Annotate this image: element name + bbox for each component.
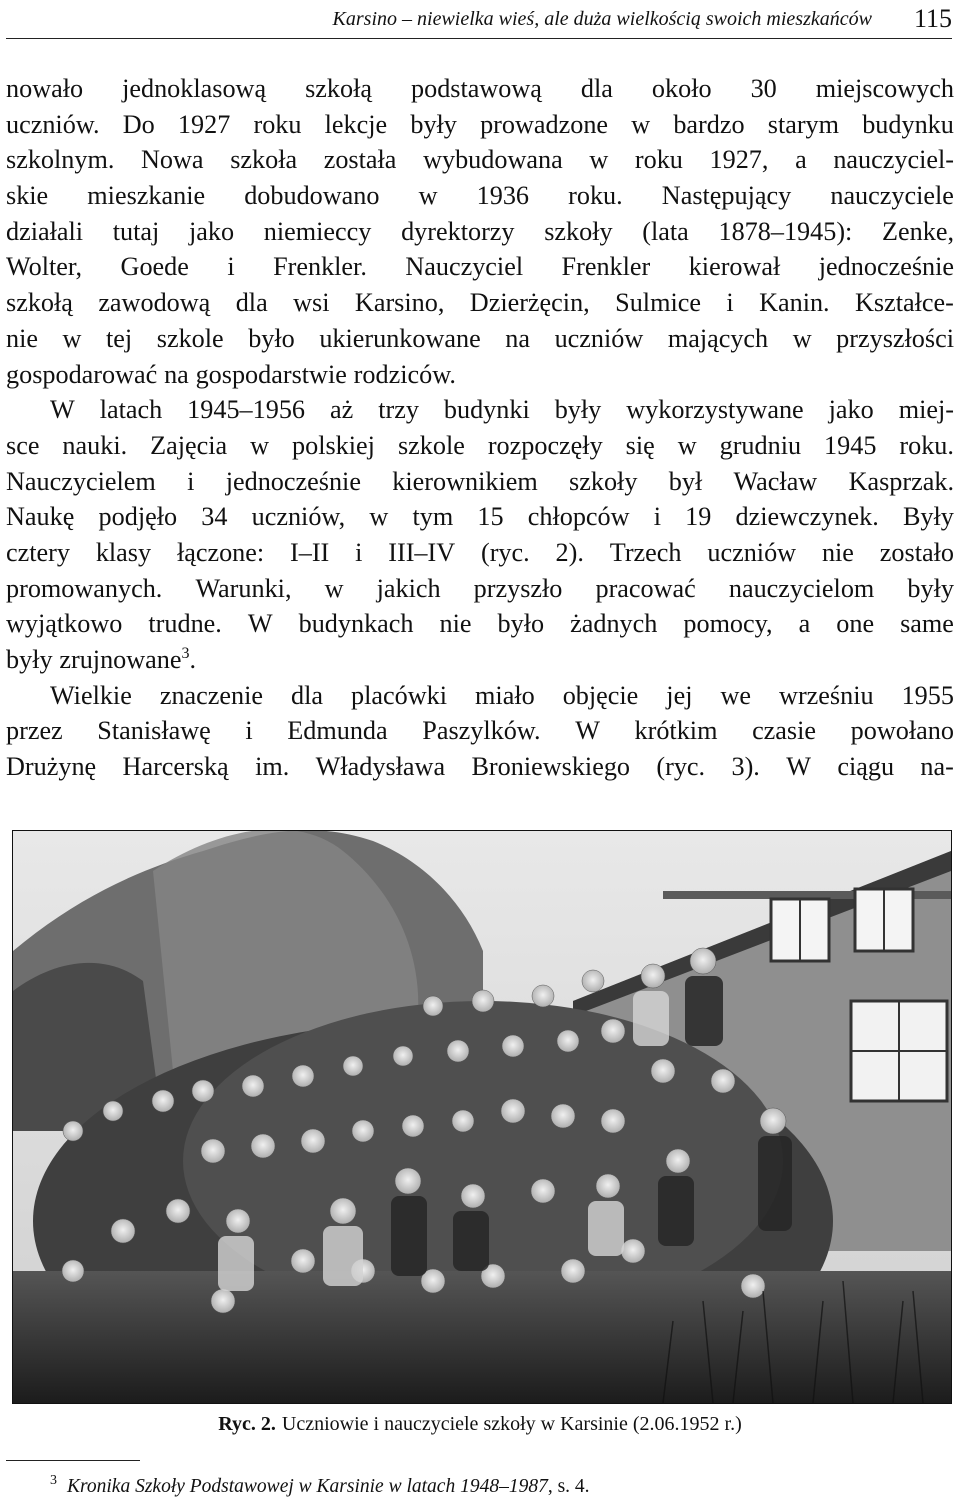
word: na — [164, 359, 189, 389]
word: kierował — [688, 252, 781, 282]
word: w — [418, 181, 438, 211]
word: na- — [920, 752, 954, 782]
word: nie — [439, 609, 472, 639]
word: W — [50, 395, 75, 425]
word: Broniewskiego — [471, 752, 631, 782]
word: prowadzone — [480, 109, 609, 139]
word: Goede — [120, 252, 189, 282]
photo-image — [13, 831, 951, 1403]
word: kierownikiem — [392, 466, 538, 496]
word: W — [575, 716, 600, 746]
word: budynki — [443, 395, 530, 425]
word: żadnych — [570, 609, 658, 639]
word: Zajęcia — [150, 430, 228, 460]
word: 2). — [555, 537, 584, 567]
word: latach — [99, 395, 163, 425]
word: wyjątkowo — [6, 609, 123, 639]
word: łączone: — [176, 537, 265, 567]
body-text — [6, 71, 954, 785]
word: jako — [189, 216, 235, 246]
word: a — [795, 145, 807, 175]
page-number: 115 — [913, 4, 952, 33]
word: placówki — [351, 680, 448, 710]
word: dyrektorzy — [401, 216, 515, 246]
text-line — [6, 749, 954, 785]
word: dla — [291, 680, 324, 710]
word: w — [369, 502, 389, 532]
word: dobudowano — [244, 181, 380, 211]
word: Stanisławę — [97, 716, 211, 746]
word: gospodarstwie — [195, 359, 347, 389]
word: dziewczynek. — [735, 502, 879, 532]
word: 1936 — [476, 181, 530, 211]
text-line — [6, 321, 954, 357]
word: 30 — [750, 74, 777, 103]
word: Zenke, — [882, 216, 954, 246]
word: roku. — [899, 430, 954, 460]
text-line — [6, 249, 954, 285]
word: uczniów, — [251, 502, 346, 532]
word: polskiej — [292, 430, 375, 460]
word: zrujnowane$^3$. — [59, 645, 197, 674]
word: roku. — [568, 181, 623, 211]
text-line — [6, 464, 954, 500]
word: podjęło — [98, 502, 178, 532]
word: 1927 — [177, 109, 231, 139]
word: jednocześnie — [818, 252, 954, 282]
text-line — [6, 606, 954, 642]
figure-caption-text: Uczniowie i nauczyciele szkoły w Karsinie (2.06.1952 r.) — [281, 1413, 742, 1435]
text-line — [6, 178, 954, 214]
word: Do — [122, 109, 155, 139]
word: Dzierżęcin, — [469, 288, 590, 318]
word: wrześniu — [779, 680, 874, 710]
word: rodziców. — [353, 359, 456, 389]
word: jej — [666, 680, 693, 710]
word: i — [653, 502, 661, 532]
word: one — [836, 609, 875, 639]
figure-label: Ryc. 2. — [218, 1413, 276, 1435]
word: trzy — [378, 395, 419, 425]
word: Kanin. — [759, 288, 830, 318]
word: (lata — [642, 216, 689, 246]
word: W — [247, 609, 273, 639]
word: (ryc. — [656, 752, 706, 782]
word: niemieccy — [263, 216, 372, 246]
footnote-source-title: Kronika Szkoły Podstawowej w Karsinie w latach 1948–1987 — [67, 1476, 548, 1497]
text-line — [6, 571, 954, 607]
word: (ryc. — [480, 537, 530, 567]
word: w — [589, 145, 609, 175]
running-head: Karsino – niewielka wieś, ale duża wielkością swoich mieszkańców — [332, 7, 872, 30]
text-line — [6, 428, 954, 464]
word: szkoły — [544, 216, 613, 246]
word: były — [554, 395, 602, 425]
word: w — [324, 573, 344, 603]
word: nauczyciele — [830, 181, 954, 211]
word: szkołą — [6, 288, 73, 318]
word: nie — [821, 537, 854, 567]
word: szkole — [397, 430, 465, 460]
word: Edmunda — [287, 716, 388, 746]
word: tutaj — [112, 216, 160, 246]
word: przyszło — [473, 573, 563, 603]
word: rozpoczęły — [487, 430, 603, 460]
text-line — [6, 107, 954, 143]
word: czasie — [752, 716, 817, 746]
word: był — [668, 466, 703, 496]
word: i — [726, 288, 734, 318]
word: uczniów — [707, 537, 797, 567]
word: były — [907, 573, 954, 603]
word: Były — [902, 502, 954, 532]
word: 15 — [477, 502, 504, 532]
text-line — [6, 499, 954, 535]
word: i — [187, 466, 195, 496]
word: aż — [329, 395, 354, 425]
word: we — [720, 680, 752, 710]
text-line — [6, 392, 954, 428]
word: budynkach — [298, 609, 414, 639]
word: szkoły — [569, 466, 638, 496]
word: się — [625, 430, 655, 460]
word: Nauczyciel — [405, 252, 524, 282]
word: 3). — [731, 752, 760, 782]
word: im. — [255, 752, 290, 782]
word: znaczenie — [159, 680, 264, 710]
word: podstawową — [411, 74, 542, 103]
footnote — [6, 1473, 590, 1498]
word: ciągu — [837, 752, 895, 782]
word: pomocy, — [683, 609, 773, 639]
word: około — [651, 74, 712, 103]
word: szkołą — [305, 74, 372, 103]
word: Kształce- — [855, 288, 954, 318]
word: III–IV — [388, 537, 456, 567]
word: w — [250, 430, 270, 460]
word: klasy — [95, 537, 152, 567]
word: jakich — [376, 573, 441, 603]
word: została — [323, 145, 397, 175]
word: miej- — [898, 395, 954, 425]
word: Frenkler — [561, 252, 651, 282]
word: Nauczycielem — [6, 466, 156, 496]
sentence-end: . — [189, 645, 197, 674]
word: pracować — [595, 573, 696, 603]
word: 1878–1945): — [718, 216, 853, 246]
text-line — [6, 535, 954, 571]
word: 1955 — [901, 680, 954, 710]
word: I–II — [290, 537, 330, 567]
word: powołano — [850, 716, 954, 746]
word: w — [631, 109, 651, 139]
word: Sulmice — [615, 288, 701, 318]
word: w — [677, 430, 697, 460]
word: cztery — [6, 537, 70, 567]
word: 19 — [685, 502, 712, 532]
word: Paszylków. — [422, 716, 541, 746]
word: lekcje — [324, 109, 388, 139]
word: Kasprzak. — [848, 466, 954, 496]
text-line — [6, 678, 954, 714]
page-header — [6, 0, 952, 39]
word: bardzo — [673, 109, 745, 139]
text-line — [6, 642, 954, 678]
word: trudne. — [148, 609, 222, 639]
word: tej — [106, 323, 133, 353]
word: były — [410, 109, 457, 139]
word: działali — [6, 216, 84, 246]
word: wsi — [293, 288, 330, 318]
word: roku — [634, 145, 683, 175]
word: przez — [6, 716, 63, 746]
word: były — [6, 645, 53, 674]
word: na — [505, 323, 531, 353]
word: i — [227, 252, 235, 282]
footnote-number: 3 — [50, 1473, 57, 1488]
word: Karsino, — [354, 288, 445, 318]
word: mieszkanie — [87, 181, 206, 211]
word: i — [245, 716, 253, 746]
word: Warunki, — [195, 573, 292, 603]
word: same — [900, 609, 954, 639]
figure-caption — [0, 1413, 960, 1436]
word: nauczycielom — [728, 573, 875, 603]
word: nauki. — [62, 430, 128, 460]
footnote-reference: 3 — [181, 645, 190, 662]
text-line — [6, 214, 954, 250]
word: sce — [6, 430, 40, 460]
word: nauczyciel- — [833, 145, 954, 175]
word: Wielkie — [50, 680, 132, 710]
word: chłopców — [527, 502, 630, 532]
word: szkolnym. — [6, 145, 115, 175]
word: szkoła — [230, 145, 298, 175]
text-line — [6, 713, 954, 749]
word: wybudowana — [423, 145, 563, 175]
text-line — [6, 285, 954, 321]
word: przyszłości — [836, 323, 954, 353]
school-group-photo — [12, 830, 952, 1404]
word: 1927, — [709, 145, 769, 175]
word: ukierunkowane — [319, 323, 481, 353]
text-line — [6, 142, 954, 178]
word: w — [792, 323, 812, 353]
word: nie — [6, 323, 38, 353]
word: 34 — [201, 502, 228, 532]
word: w — [62, 323, 82, 353]
footnote-divider — [6, 1460, 140, 1461]
word: było — [248, 323, 295, 353]
word: miało — [475, 680, 535, 710]
word: gospodarować — [6, 359, 158, 389]
text-line — [6, 71, 954, 107]
footnote-source-rest: , s. 4. — [547, 1476, 590, 1497]
word: a — [798, 609, 811, 639]
word: Frenkler. — [273, 252, 367, 282]
word: dla — [235, 288, 268, 318]
word: promowanych. — [6, 573, 163, 603]
word: Trzech — [609, 537, 682, 567]
word: krótkim — [634, 716, 718, 746]
word: tym — [412, 502, 454, 532]
word: wykorzystywane — [626, 395, 804, 425]
word: Drużynę — [6, 752, 97, 782]
word: uczniów. — [6, 109, 100, 139]
word: miejscowych — [815, 74, 954, 103]
word: objęcie — [562, 680, 639, 710]
word: 1945–1956 — [187, 395, 306, 425]
word: jednocześnie — [225, 466, 361, 496]
word: uczniów — [554, 323, 644, 353]
word: Następujący — [661, 181, 792, 211]
word: szkole — [156, 323, 224, 353]
word: jednoklasową — [122, 74, 267, 103]
word: było — [497, 609, 545, 639]
word: Nowa — [141, 145, 204, 175]
word: grudniu — [719, 430, 802, 460]
word: nowało — [6, 74, 84, 103]
word: Harcerską — [122, 752, 229, 782]
word: W — [786, 752, 811, 782]
word: dla — [580, 74, 613, 103]
word: skie — [6, 181, 49, 211]
word: Naukę — [6, 502, 75, 532]
word: zawodową — [98, 288, 211, 318]
word: Wacław — [733, 466, 818, 496]
word: Wolter, — [6, 252, 83, 282]
word: roku — [253, 109, 302, 139]
word: starym — [767, 109, 840, 139]
word: zostało — [879, 537, 954, 567]
word: 1945 — [824, 430, 877, 460]
word: Władysława — [315, 752, 446, 782]
text-line — [6, 357, 954, 393]
word: budynku — [862, 109, 954, 139]
word: i — [355, 537, 363, 567]
word: mających — [667, 323, 769, 353]
word: jako — [828, 395, 874, 425]
